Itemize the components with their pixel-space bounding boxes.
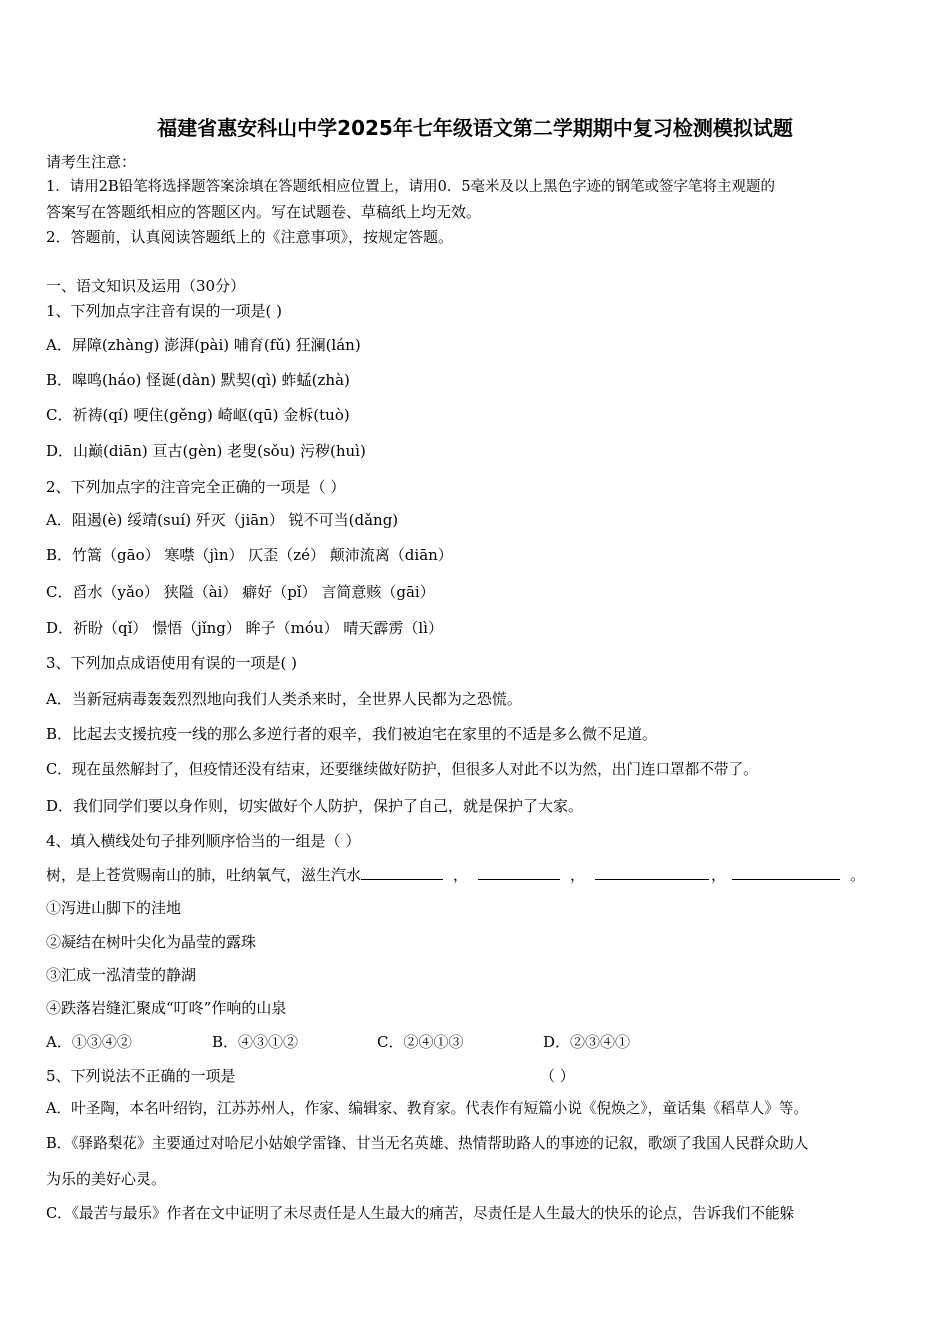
q1-option-b: B．嗥鸣(háo) 怪诞(dàn) 默契(qì) 蚱蜢(zhà)	[46, 371, 350, 389]
q3-option-d: D．我们同学们要以身作则，切实做好个人防护，保护了自己，就是保护了大家。	[46, 797, 584, 815]
q4-sentence	[46, 865, 865, 885]
q1-stem: 1、下列加点字注音有误的一项是( )	[46, 302, 283, 320]
q2-stem: 2、下列加点字的注音完全正确的一项是（ ）	[46, 478, 346, 496]
q4-item-3: ③汇成一泓清莹的静湖	[46, 966, 197, 984]
q5-option-c-line-1: C．《最苦与最乐》作者在文中证明了未尽责任是人生最大的痛苦，尽责任是人生最大的快乐的论点，告诉我们不能躲	[46, 1205, 795, 1222]
q3-option-b: B．比起去支援抗疫一线的那么多逆行者的艰辛，我们被迫宅在家里的不适是多么微不足道。	[46, 725, 658, 743]
notice-line-1b: 答案写在答题纸相应的答题区内。写在试题卷、草稿纸上均无效。	[46, 203, 482, 221]
q2-option-d: D．祈盼（qǐ） 憬悟（jǐng） 眸子（móu） 晴天霹雳（lì）	[46, 619, 443, 637]
page-title: 福建省惠安科山中学2025年七年级语文第二学期期中复习检测模拟试题	[157, 116, 793, 140]
q5-option-b-line-1: B．《驿路梨花》主要通过对哈尼小姑娘学雷锋、甘当无名英雄、热情帮助路人的事迹的记叙，歌颂了我国人民群众助人	[46, 1135, 809, 1152]
q4-option-d: D．②③④①	[543, 1033, 631, 1051]
q3-option-c: C．现在虽然解封了，但疫情还没有结束，还要继续做好防护，但很多人对此不以为然，出门连口罩都不带了。	[46, 761, 758, 778]
q4-blank-1[interactable]	[361, 865, 443, 880]
q2-option-a: A．阻遏(è) 绥靖(suí) 歼灭（jiān） 锐不可当(dǎng)	[46, 511, 399, 529]
q3-stem: 3、下列加点成语使用有误的一项是( )	[46, 654, 298, 672]
q4-item-4: ④跌落岩缝汇聚成“叮咚”作响的山泉	[46, 999, 287, 1017]
notice-line-2: 2．答题前，认真阅读答题纸上的《注意事项》，按规定答题。	[46, 228, 454, 246]
q4-option-c: C．②④①③	[377, 1033, 464, 1051]
section-heading: 一、语文知识及运用（30分）	[46, 277, 246, 295]
q4-sentence-start: 树，是上苍赏赐南山的肺，吐纳氧气，滋生汽水	[46, 866, 362, 884]
q4-sep-2: ，	[570, 866, 586, 884]
q4-blank-3[interactable]	[595, 865, 709, 880]
q5-option-b-line-2: 为乐的美好心灵。	[46, 1170, 167, 1188]
q5-stem: 5、下列说法不正确的一项是	[46, 1067, 236, 1085]
q3-option-a: A．当新冠病毒轰轰烈烈地向我们人类杀来时，全世界人民都为之恐慌。	[46, 690, 522, 708]
q1-option-c: C．祈祷(qí) 哽住(gěng) 崎岖(qū) 金柝(tuò)	[46, 406, 350, 424]
notice-line-1: 1．请用2B铅笔将选择题答案涂填在答题纸相应位置上，请用0．5毫米及以上黑色字迹的钢笔或签字笔将主观题的	[46, 179, 776, 195]
q2-option-b: B．竹篙（gāo） 寒噤（jìn） 仄歪（zé） 颠沛流离（diān）	[46, 546, 453, 564]
q4-option-b: B．④③①②	[212, 1033, 299, 1051]
q4-sep-3: ，	[711, 866, 727, 884]
q4-option-a: A．①③④②	[46, 1033, 132, 1051]
q4-sentence-end: 。	[850, 866, 866, 884]
q4-item-2: ②凝结在树叶尖化为晶莹的露珠	[46, 933, 257, 951]
q4-stem: 4、填入横线处句子排列顺序恰当的一组是（ ）	[46, 832, 361, 850]
notice-heading: 请考生注意：	[46, 153, 137, 171]
q5-answer-paren: （ ）	[540, 1067, 575, 1085]
q4-item-1: ①泻进山脚下的洼地	[46, 899, 182, 917]
q4-blank-4[interactable]	[732, 865, 840, 880]
q2-option-c: C．舀水（yǎo） 狭隘（ài） 癖好（pǐ） 言简意赅（gāi）	[46, 583, 435, 601]
q5-option-a: A．叶圣陶，本名叶绍钧，江苏苏州人，作家、编辑家、教育家。代表作有短篇小说《倪焕之》，童话集《稻草人》等。	[46, 1100, 809, 1117]
q1-option-d: D．山巅(diān) 亘古(gèn) 老叟(sǒu) 污秽(huì)	[46, 442, 366, 460]
q4-blank-2[interactable]	[478, 865, 560, 880]
q4-sep-1: ，	[453, 866, 469, 884]
q1-option-a: A．屏障(zhàng) 澎湃(pài) 哺育(fǔ) 狂澜(lán)	[46, 336, 361, 354]
